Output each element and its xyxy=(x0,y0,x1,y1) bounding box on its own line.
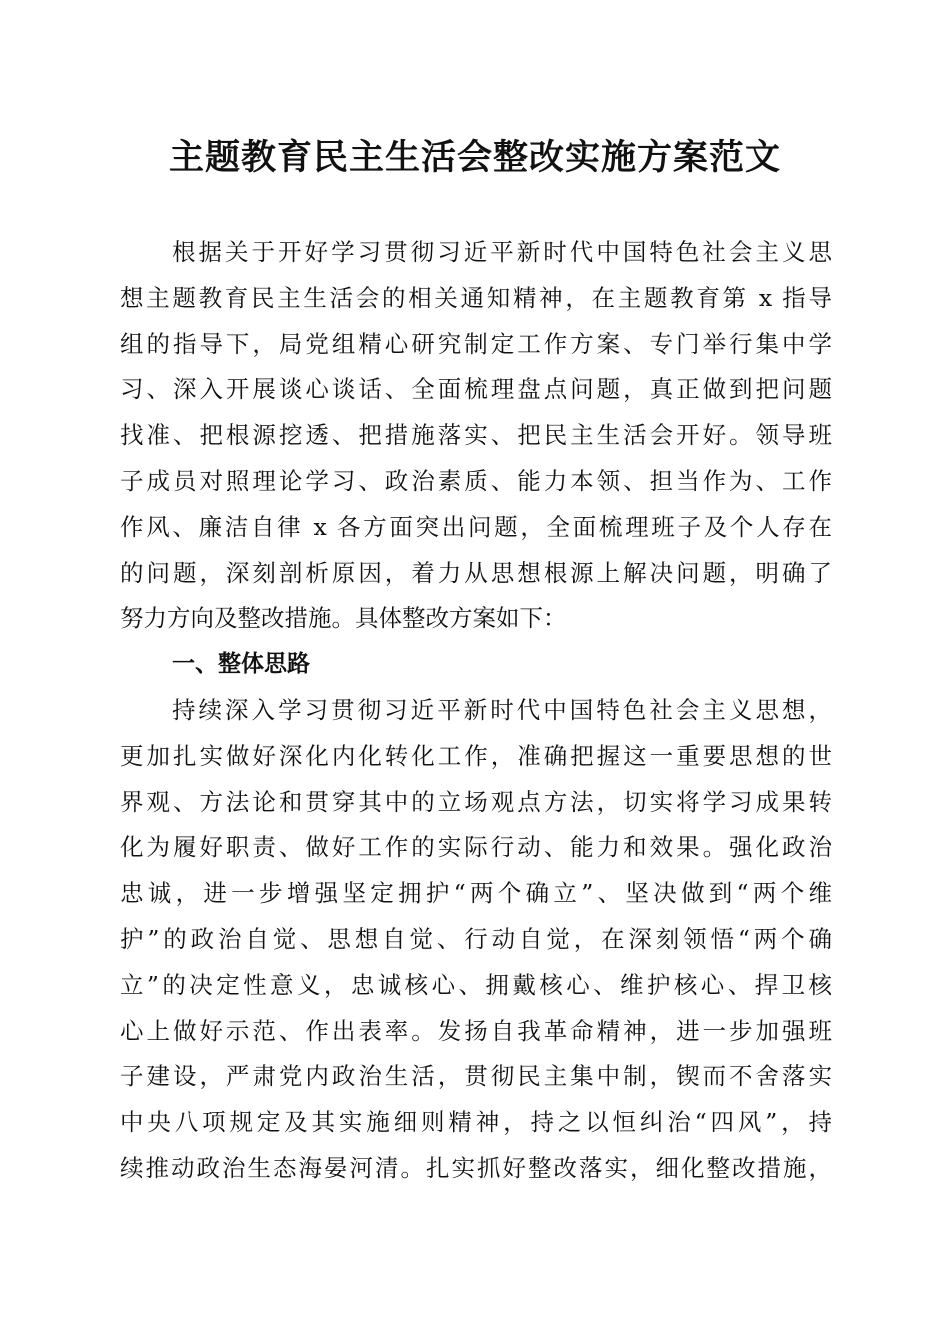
paragraph-line: 根据关于开好学习贯彻习近平新时代中国特色社会主义思 xyxy=(172,238,832,266)
paragraph-line: 界观、方法论和贯穿其中的立场观点方法，切实将学习成果转 xyxy=(120,787,832,816)
document-title: 主题教育民主生活会整改实施方案范文 xyxy=(168,137,781,178)
paragraph-line: 化为履好职责、做好工作的实际行动、能力和效果。强化政治 xyxy=(120,833,832,862)
paragraph-line: 的问题，深刻剖析原因，着力从思想根源上解决问题，明确了 xyxy=(120,558,832,587)
paragraph-line: 立”的决定性意义，忠诚核心、拥戴核心、维护核心、捍卫核 xyxy=(120,970,832,999)
paragraph-line: 子建设，严肃党内政治生活，贯彻民主集中制，锲而不舍落实 xyxy=(120,1062,832,1091)
section-heading: 一、整体思路 xyxy=(172,651,310,678)
paragraph-line: 想主题教育民主生活会的相关通知精神，在主题教育第 x 指导 xyxy=(120,283,832,312)
paragraph-line: 护”的政治自觉、思想自觉、行动自觉，在深刻领悟“两个确 xyxy=(120,924,832,953)
paragraph-line: 找准、把根源挖透、把措施落实、把民主生活会开好。领导班 xyxy=(120,421,832,450)
paragraph-line: 作风、廉洁自律 x 各方面突出问题，全面梳理班子及个人存在 xyxy=(120,512,832,541)
paragraph-line: 持续深入学习贯彻习近平新时代中国特色社会主义思想， xyxy=(172,695,832,724)
paragraph-line: 组的指导下，局党组精心研究制定工作方案、专门举行集中学 xyxy=(120,329,832,358)
paragraph-line: 习、深入开展谈心谈话、全面梳理盘点问题，真正做到把问题 xyxy=(120,375,832,404)
paragraph-line: 更加扎实做好深化内化转化工作，准确把握这一重要思想的世 xyxy=(120,741,832,770)
paragraph-line: 中央八项规定及其实施细则精神，持之以恒纠治“四风”，持 xyxy=(120,1108,832,1137)
paragraph-line: 续推动政治生态海晏河清。扎实抓好整改落实，细化整改措施， xyxy=(120,1153,832,1182)
paragraph-line: 忠诚，进一步增强坚定拥护“两个确立”、坚决做到“两个维 xyxy=(120,879,832,908)
paragraph-line: 子成员对照理论学习、政治素质、能力本领、担当作为、工作 xyxy=(120,466,832,495)
paragraph-line: 努力方向及整改措施。具体整改方案如下： xyxy=(120,604,567,633)
intro-paragraph xyxy=(120,230,832,642)
paragraph-line: 心上做好示范、作出表率。发扬自我革命精神，进一步加强班 xyxy=(120,1016,832,1045)
document-body xyxy=(120,230,832,1192)
section-paragraph xyxy=(120,688,832,1192)
